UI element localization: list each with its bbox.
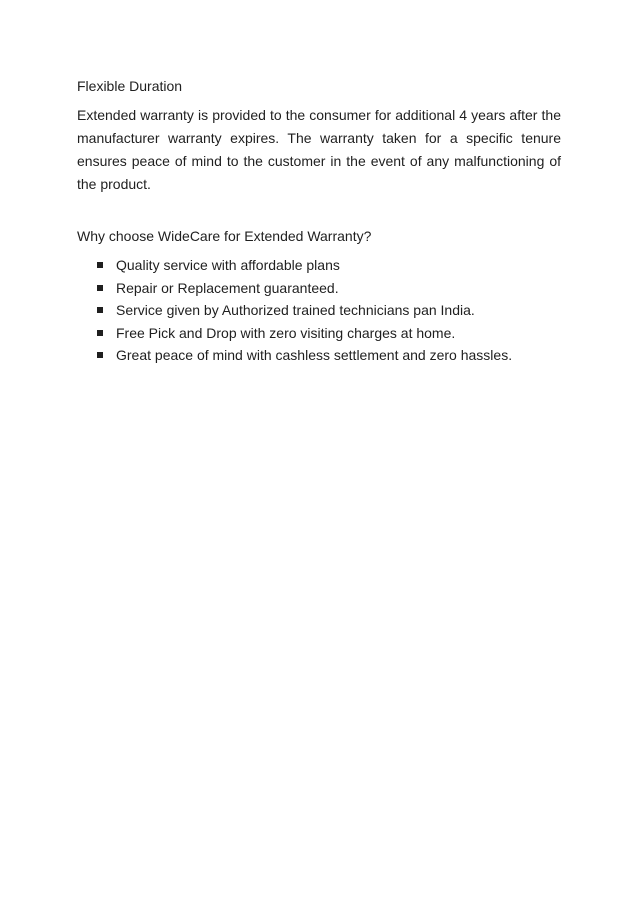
list-item-text: Free Pick and Drop with zero visiting charges at home. [116,324,456,341]
section-spacer [77,196,561,226]
section-heading-why-choose: Why choose WideCare for Extended Warranty? [77,228,372,244]
document-page [77,76,561,367]
list-item-text: Repair or Replacement guaranteed. [116,279,339,296]
list-item-text: Quality service with affordable plans [116,257,340,273]
benefits-list [77,254,561,367]
list-item [77,322,561,345]
list-item [77,299,561,322]
list-item [77,254,561,277]
section-heading-flexible-duration: Flexible Duration [77,78,183,94]
list-item [77,344,561,367]
section-paragraph-extended-warranty: Extended warranty is provided to the consumer for additional 4 years after the manufacturer warranty expires. The warranty taken for a specific tenure ensures peace of mind to the customer in the event of any malfunctioning of the product. [77,107,561,192]
list-item-text: Great peace of mind with cashless settlement and zero hassles. [116,347,513,363]
square-bullet-icon [97,330,103,336]
square-bullet-icon [97,285,103,291]
list-item-text: Service given by Authorized trained technicians pan India. [116,302,475,318]
list-item [77,277,561,300]
square-bullet-icon [97,307,103,313]
square-bullet-icon [97,352,103,358]
square-bullet-icon [97,262,103,268]
